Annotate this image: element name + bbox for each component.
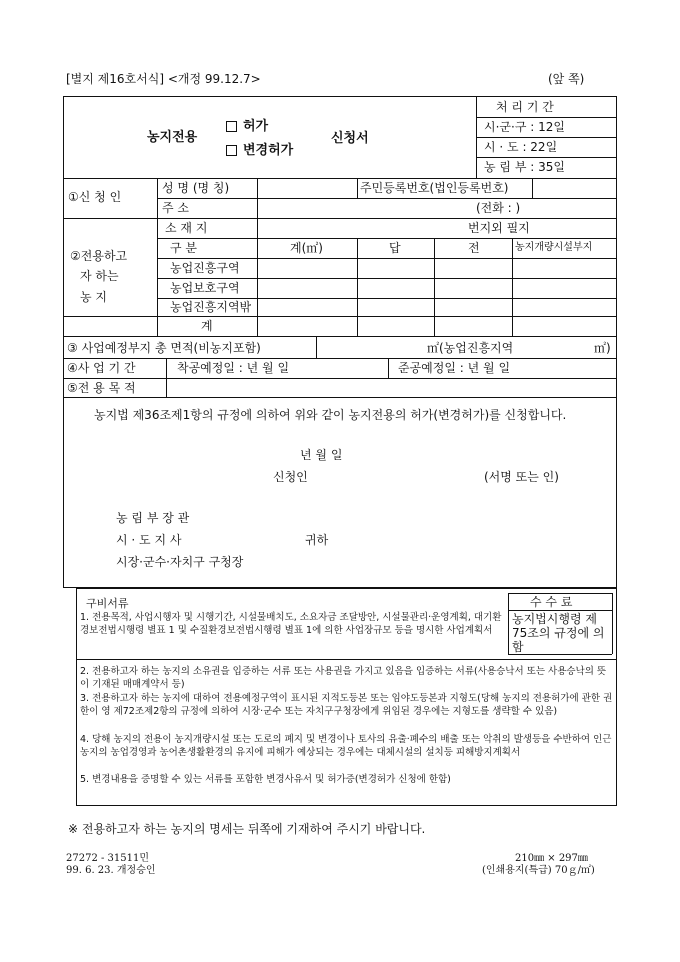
land-section-label-1: ②전용하고 — [70, 249, 128, 263]
fee-label: 수 수 료 — [530, 595, 573, 609]
processing-period-label: 처 리 기 간 — [496, 100, 554, 114]
document-item: 1. 전용목적, 사업시행자 및 시행기간, 시설물배치도, 소요자금 조달방안, 시설물관리·운영계획, 대기환경보전법시행령 별표 1 및 수질환경보전법시행령 별표 1에 의한 사업장규모 등을 명시한 사업계획서 — [80, 612, 502, 636]
permit-checkbox[interactable] — [226, 121, 237, 132]
change-permit-option-label: 변경허가 — [243, 143, 294, 158]
paper-spec: (인쇄용지(특급) 70ｇ/㎡) — [482, 865, 595, 876]
promotion-area-unit: ㎡) — [594, 341, 611, 355]
document-item: 3. 전용하고자 하는 농지에 대하여 전용예정구역이 표시된 지적도등본 또는 임야도등본과 지형도(당해 농지의 전용허가에 관한 권한이 영 제72조제2항의 규정에 의하여 시장·군수 또는 자치구구청장에게 위임된 경우에는 지형도를 생략할 수 있음) — [80, 693, 613, 717]
documents-label: 구비서류 — [86, 597, 129, 610]
applicant-section-label: ①신 청 인 — [68, 190, 122, 204]
change-permit-checkbox[interactable] — [226, 145, 237, 156]
form-title-right: 신청서 — [331, 131, 369, 146]
table-header-field: 전 — [468, 241, 480, 255]
application-date[interactable]: 년 월 일 — [300, 448, 343, 462]
applicant-phone[interactable]: (전화 : ) — [476, 201, 521, 215]
addressee-minister: 농 림 부 장 관 — [116, 511, 190, 525]
table-header-facility: 농지개량시설부지 — [515, 242, 593, 253]
honorific: 귀하 — [305, 533, 329, 547]
table-row-label: 계 — [201, 319, 213, 333]
table-row-label: 농업진흥지역밖 — [170, 300, 252, 314]
total-area-label: ③ 사업예정부지 총 면적(비농지포함) — [67, 341, 261, 355]
purpose-field[interactable] — [167, 379, 615, 396]
permit-option-label: 허가 — [243, 119, 269, 134]
table-header-category: 구 분 — [170, 241, 197, 255]
form-title-left: 농지전용 — [147, 130, 198, 145]
table-header-total: 계(㎡) — [290, 241, 323, 255]
purpose-label: ⑤전 용 목 적 — [67, 381, 136, 395]
signature-placeholder[interactable]: (서명 또는 인) — [484, 470, 559, 484]
addressee-mayor: 시장·군수·자치구 구청장 — [116, 555, 244, 569]
paper-size: 210㎜ × 297㎜ — [515, 853, 588, 864]
land-location-label: 소 재 지 — [165, 221, 208, 235]
end-date[interactable]: 준공예정일 : 년 월 일 — [398, 361, 511, 375]
processing-period-ministry: 농 림 부 : 35일 — [484, 160, 565, 174]
table-header-paddy: 답 — [389, 241, 401, 255]
table-row-label: 농업진흥구역 — [170, 261, 240, 275]
document-item: 2. 전용하고자 하는 농지의 소유권을 입증하는 서류 또는 사용권을 가지고 있음을 입증하는 서류(사용승낙서 또는 사용승낙의 뜻이 기재된 매매계약서 등) — [80, 666, 607, 690]
applicant-signature-label: 신청인 — [273, 470, 308, 484]
application-statement: 농지법 제36조제1항의 규정에 의하여 위와 같이 농지전용의 허가(변경허가)를 신청합니다. — [94, 408, 567, 422]
addressee-governor: 시 · 도 지 사 — [116, 533, 182, 547]
note-text: ※ 전용하고자 하는 농지의 명세는 뒤쪽에 기재하여 주시기 바랍니다. — [68, 822, 426, 836]
approval-date: 99. 6. 23. 개정승인 — [66, 865, 156, 876]
form-number: [별지 제16호서식] <개정 99.12.7> — [66, 72, 261, 86]
applicant-name-field[interactable] — [258, 179, 356, 197]
registration-number-field[interactable] — [533, 179, 616, 197]
total-area-unit: ㎡(농업진흥지역 — [427, 341, 514, 355]
project-period-label: ④사 업 기 간 — [67, 361, 136, 375]
registration-number-label: 주민등록번호(법인등록번호) — [360, 181, 509, 195]
document-item: 4. 당해 농지의 전용이 농지개량시설 또는 도로의 폐지 및 변경이나 토사의 유출·폐수의 배출 또는 악취의 발생등을 수반하여 인근 농지의 농업경영과 농어촌생활환경의 유지에 피해가 예상되는 경우에는 대체시설의 설치등 피해방지계획서 — [80, 734, 612, 758]
processing-period-province: 시 · 도 : 22일 — [484, 140, 558, 154]
land-location-field[interactable] — [258, 219, 466, 237]
applicant-name-label: 성 명 (명 칭) — [162, 181, 230, 195]
fee-text: 농지법시행령 제75조의 규정에 의함 — [512, 612, 605, 654]
page-side: (앞 쪽) — [548, 72, 585, 86]
applicant-address-label: 주 소 — [162, 201, 189, 215]
land-lot-count: 번지외 필지 — [468, 221, 530, 235]
table-row-label: 농업보호구역 — [170, 281, 240, 295]
land-section-label-2: 자 하는 — [80, 269, 119, 283]
total-area-field[interactable] — [317, 337, 427, 357]
land-section-label-3: 농 지 — [80, 290, 107, 304]
applicant-address-field[interactable] — [258, 199, 468, 217]
processing-period-city: 시·군·구 : 12일 — [484, 120, 565, 134]
form-code: 27272 - 31511민 — [66, 853, 150, 864]
document-item: 5. 변경내용을 증명할 수 있는 서류를 포함한 변경사유서 및 허가증(변경허가 신청에 한함) — [80, 774, 451, 785]
start-date[interactable]: 착공예정일 : 년 월 일 — [177, 361, 290, 375]
